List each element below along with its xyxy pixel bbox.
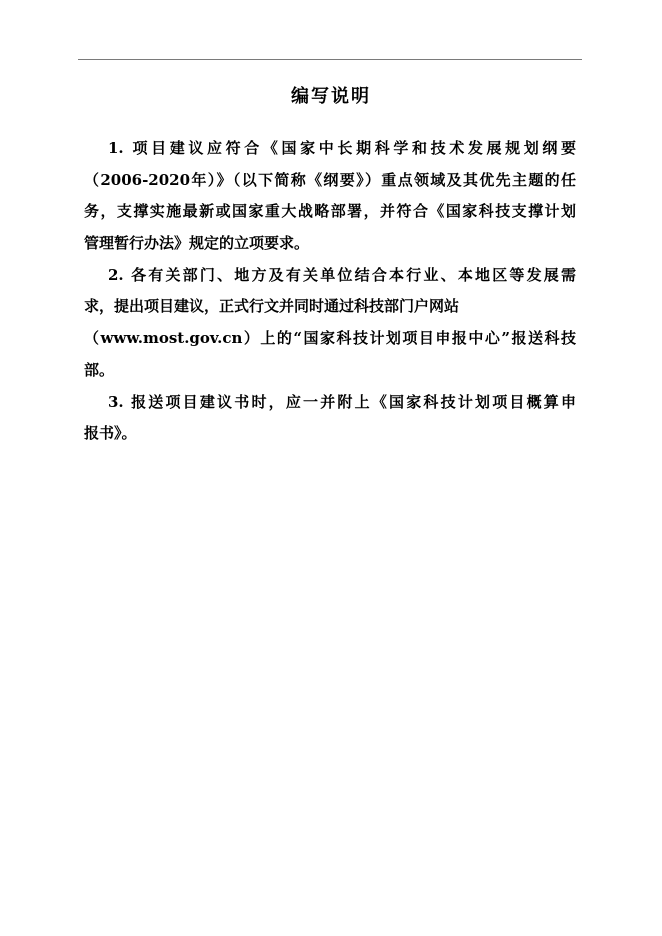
paragraph-1-line-4: 管理暂行办法》规定的立项要求。 — [84, 234, 310, 253]
paragraph-2-line-1: 2. 各有关部门、地方及有关单位结合本行业、本地区等发展需 — [108, 265, 576, 284]
paragraph-2-line-2: 求，提出项目建议，正式行文并同时通过科技部门户网站 — [84, 297, 460, 316]
paragraph-1-line-1: 1. 项目建议应符合《国家中长期科学和技术发展规划纲要 — [108, 139, 576, 157]
paragraph-3-line-1: 3. 报送项目建议书时，应一并附上《国家科技计划项目概算申 — [108, 392, 576, 411]
document-body — [84, 133, 576, 450]
paragraph-3-line-2: 报书》。 — [84, 424, 137, 443]
paragraph-1-line-2: （2006-2020年）》（以下简称《纲要》）重点领域及其优先主题的任 — [84, 170, 576, 189]
page-title: 编写说明 — [291, 86, 371, 107]
header-rule — [78, 59, 582, 60]
paragraph-2-line-4: 部。 — [84, 360, 115, 379]
paragraph-1-line-3: 务，支撑实施最新或国家重大战略部署，并符合《国家科技支撑计划 — [84, 202, 576, 221]
paragraph-2-line-3: （www.most.gov.cn）上的“国家科技计划项目申报中心”报送科技 — [84, 329, 576, 348]
